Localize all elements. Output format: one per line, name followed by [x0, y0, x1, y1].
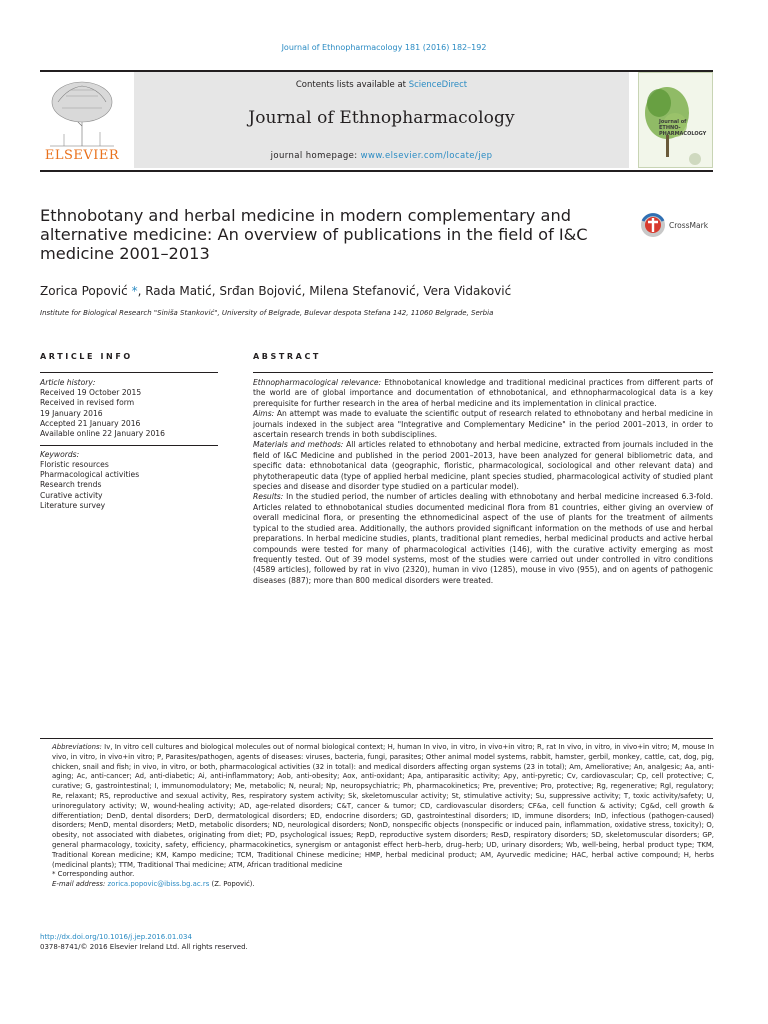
other-authors: , Rada Matić, Srđan Bojović, Milena Stefanović, Vera Vidaković [137, 284, 512, 298]
homepage-prefix: journal homepage: [270, 151, 361, 161]
journal-title: Journal of Ethnopharmacology [248, 108, 515, 128]
journal-banner [134, 72, 629, 168]
abbreviations-text: Iv, In vitro cell cultures and biological molecules out of normal biological context; H, human In vivo, in vitro, in vivo+in vitro; R, rat In vivo, in vitro, in vivo+in vitro; M, mouse In vivo, in vitro, in vivo+in vitro; P, Parasites/pathogen, agents of diseases: viruses, bacteria, fungi, parasites; Other animal model systems, rabbit, hamster, gerbil, monkey, cattle, cat, dog, pig, chicken, snail and fish; in vivo, in vitro, or both, pharmacological activities (32 in total): and medical disorders affecting organ systems (23 in total); Am, Ameliorative; An, analgesic; Aa, anti-aging; Ac, anti-cancer; Ad, anti-diabetic; Ai, anti-inflammatory; Aob, anti-obesity; Aox, anti-oxidant; Apa, antiparasitic activity; Apy, anti-pyretic; Cv, cardiovascular; Cp, cell protective; C, curative; G, gastrointestinal; I, immunomodulatory; Me, metabolic; N, neural; Np, neuropsychiatric; Ph, pharmacokinetics; Pre, preventive; Pro, protective; Rg, regenerative; Rgl, regulatory; Re, relaxant; RS, reproductive and sexual activity, Res, respiratory system activity; Sk, skeletomuscular activity; St, stimulative activity; Su, suppressive activity; T, toxic activity/safety; U, urinoregulatory activity; W, wound-healing activity; AD, age-related disorders; C&T, cancer & tumor; CD, cardiovascular disorders; CF&a, cell function & activity; Cg&d, cell growth & differentiation; DenD, dental disorders; DerD, dermatological disorders; ED, endocrine disorders; GD, gastrointestinal disorders; ID, immune disorders; InD, infectious (pathogen-caused) disorders; MenD, mental disorders; MetD, metabolic disorders; ND, neurological disorders; NonD, nonspecific objects (nonspecific or induced pain, inflammation, oxidative stress, toxicity); O, obesity, not associated with diabetes, originating from diet; PD, psychological issues; RepD, reproductive system disorders; ResD, respiratory disorders; SD, skeletomuscular disorders; GP, general pharmacology, toxicity, safety, efficiency, pharmacokinetics, synergism or antagonist effect herb–herb, drug–herb; UD, urinary disorders; Wb, well-being, herbal product type; TKM, Traditional Korean medicine; KM, Kampo medicine; TCM, Traditional Chinese medicine; HMP, herbal medicinal product; AM, Ayurvedic medicine; HAC, herbal active compound; H, herbs (medicinal plants); TTM, Traditional Thai medicine; ATM, African traditional medicine [52, 743, 714, 869]
first-author[interactable]: Zorica Popović [40, 284, 128, 298]
crossmark-badge[interactable] [640, 212, 720, 238]
abstract-section-label: Materials and methods: [253, 440, 344, 450]
journal-citation[interactable]: Journal of Ethnopharmacology 181 (2016) 182–192 [281, 43, 487, 52]
email-suffix: (Z. Popović). [209, 880, 255, 889]
article-info-heading: ARTICLE INFO [40, 352, 133, 361]
abstract-section [253, 378, 713, 409]
footnotes [40, 743, 714, 890]
info-divider [40, 445, 218, 446]
header-bottom-rule [40, 170, 713, 172]
abstract-section [253, 492, 713, 586]
article-info [40, 378, 218, 511]
cover-line-3: PHARMACOLOGY [659, 131, 707, 137]
abbreviations-footnote [40, 743, 714, 870]
abbreviations-label: Abbreviations: [52, 743, 102, 751]
cover-line-2: ETHNO- [659, 125, 681, 131]
abstract-section-label: Results: [253, 492, 284, 502]
history-item: Received in revised form [40, 398, 135, 408]
abstract-heading: ABSTRACT [253, 352, 321, 361]
abstract-section-label: Ethnopharmacological relevance: [253, 378, 382, 387]
journal-cover-thumbnail [638, 72, 713, 168]
bottom-info [40, 932, 440, 952]
keyword: Floristic resources [40, 459, 109, 469]
cover-title [659, 119, 706, 137]
affiliation: Institute for Biological Research "Siniša Stanković", University of Belgrade, Bulevar despota Stefana 142, 11060 Belgrade, Serbia [40, 309, 494, 317]
keyword: Pharmacological activities [40, 470, 140, 480]
history-item: Received 19 October 2015 [40, 388, 142, 398]
contents-prefix: Contents lists available at [295, 80, 409, 90]
keyword: Curative activity [40, 490, 103, 500]
history-item: Available online 22 January 2016 [40, 429, 165, 439]
article-title: Ethnobotany and herbal medicine in modern complementary and alternative medicine: An overview of publications in the field of I&C medicine 2001–2013 [40, 206, 588, 263]
abstract-section-text: An attempt was made to evaluate the scientific output of research related to ethnobotany and herbal medicine in journals indexed in the subject area "Integrative and Complementary Medicine" in the period 2001–2013, in order to ascertain research trends in both subdisciplines. [253, 409, 713, 440]
copyright-line: 0378-8741/© 2016 Elsevier Ireland Ltd. All rights reserved. [40, 943, 248, 951]
abstract-section-text: In the studied period, the number of articles dealing with ethnobotany and herbal medicine increased 6.3-fold. Articles related to ethnobotanical studies documented medicinal flora from 81 countries, either giving an overview of overall medicinal flora, or presenting the ethnomedicinal aspect of the use of plants for the treatment of ailments typical to the studied area. Additionally, the authors provided significant information on the methods of use and herbal preparations. In herbal medicine studies, plants, traditional plant remedies, herbal medicinal products and active herbal compounds were tested for many of pharmacological activities (146), with the curative activity emerging as most frequently tested. Out of 39 model systems, most of the studies were carried out under controlled in vitro conditions (4589 articles), followed by rat in vivo (2320), human in vivo (1285), mouse in vivo (955), and on agents of pathogenic diseases (887); more than 800 medical disorders were treated. [253, 492, 713, 585]
doi-link[interactable]: http://dx.doi.org/10.1016/j.jep.2016.01.034 [40, 933, 192, 941]
contents-line [134, 80, 629, 90]
abstract-rule [253, 372, 713, 373]
email-link[interactable]: zorica.popovic@ibiss.bg.ac.rs [107, 880, 210, 889]
cover-line-1: Journal of [659, 119, 687, 125]
footnote-rule [40, 738, 713, 739]
keywords-label: Keywords: [40, 449, 80, 459]
abstract-section [253, 409, 713, 440]
sciencedirect-link[interactable]: ScienceDirect [408, 80, 468, 90]
abstract-section-text: All articles related to ethnobotany and herbal medicine, extracted from journals included in the field of I&C Medicine and published in the period 2001–2013, have been analyzed for general bibliometric data, and specific data: ethnobotanical data (geographic, floristic, pharmacological, sociological and other relevant data) and phytotherapeutic data (type of applied herbal medicine, plant species studied, pharmacological activity of studied plant species and disease and disorder type studied on a particular model). [253, 440, 713, 492]
corresponding-author-note: * Corresponding author. [52, 870, 135, 879]
abstract-section [253, 440, 713, 492]
keyword: Literature survey [40, 500, 106, 510]
history-item: Accepted 21 January 2016 [40, 418, 141, 428]
corresponding-author-marker[interactable]: * [131, 284, 138, 298]
history-label: Article history: [40, 378, 96, 387]
history-item: 19 January 2016 [40, 408, 103, 418]
crossmark-label: CrossMark [669, 221, 709, 230]
abstract-body [253, 378, 713, 586]
journal-homepage-line [134, 151, 629, 161]
abstract-section-label: Aims: [253, 409, 275, 419]
author-list [40, 284, 680, 298]
abstract-section-text: Ethnobotanical knowledge and traditional medicinal practices from different parts of the world are of global importance and documentation of ethnobotanical, and ethnopharmacological data is a key prerequisite for further research in the area of herbal medicine and its implementation in clinical practice. [253, 378, 713, 408]
email-label: E-mail address: [52, 880, 108, 889]
email-note [40, 880, 714, 890]
keyword: Research trends [40, 480, 102, 490]
article-info-rule [40, 372, 218, 373]
crossmark-icon [640, 212, 666, 238]
homepage-link[interactable]: www.elsevier.com/locate/jep [360, 151, 493, 161]
elsevier-wordmark: ELSEVIER [44, 148, 120, 163]
